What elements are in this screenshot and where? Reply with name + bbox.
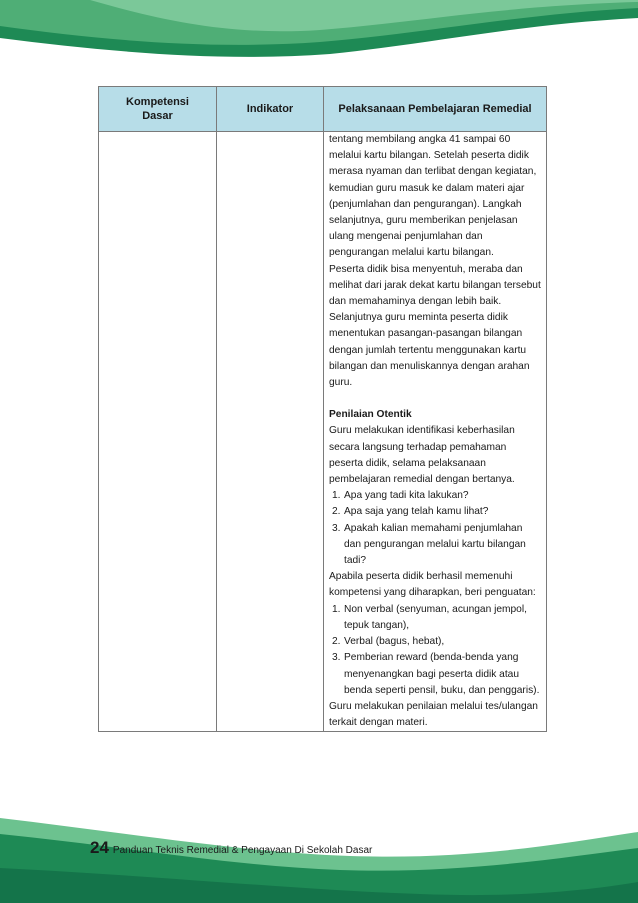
- subheading-penilaian: Penilaian Otentik: [329, 409, 412, 421]
- list-item: 1. Non verbal (senyuman, acungan jempol, tepuk tangan),: [332, 603, 527, 631]
- header-kompetensi-dasar: Kompetensi Dasar: [99, 87, 217, 132]
- table-row: [99, 132, 547, 732]
- remedial-table: [98, 86, 547, 732]
- page-footer: [90, 838, 372, 858]
- cell-indikator: [217, 132, 324, 732]
- header-indikator: Indikator: [217, 87, 324, 132]
- list-item: 3. Apakah kalian memahami penjumlahan dan pengurangan melalui kartu bilangan tadi?: [332, 522, 526, 567]
- paragraph-closing: Guru melakukan penilaian melalui tes/ulangan terkait dengan materi.: [329, 700, 538, 729]
- reinforcement-list: [329, 602, 542, 699]
- paragraph-activity: Peserta didik bisa menyentuh, meraba dan melihat dari jarak dekat kartu bilangan tersebut dan memahaminya dengan lebih baik. Selanjutnya guru meminta peserta didik menentukan pasangan-pasangan bilangan dengan jumlah tertentu menggunakan kartu bilangan dan menuliskannya dengan arahan guru.: [329, 263, 541, 389]
- footer-decoration: [0, 818, 638, 903]
- list-item: 2. Verbal (bagus, hebat),: [332, 636, 445, 648]
- cell-kompetensi-dasar: [99, 132, 217, 732]
- list-item: 3. Pemberian reward (benda-benda yang menyenangkan bagi peserta didik atau benda seperti pensil, buku, dan penggaris).: [332, 652, 540, 696]
- paragraph-assessment: Guru melakukan identifikasi keberhasilan secara langsung terhadap pemahaman peserta didik, selama pelaksanaan pembelajaran remedial dengan bertanya.: [329, 425, 515, 486]
- header-decoration: [0, 0, 638, 60]
- footer-title: Panduan Teknis Remedial & Pengayaan Di Sekolah Dasar: [112, 845, 373, 856]
- list-item: 2. Apa saja yang telah kamu lihat?: [332, 506, 489, 518]
- list-item: 1. Apa yang tadi kita lakukan?: [332, 490, 469, 502]
- paragraph-reinforcement: Apabila peserta didik berhasil memenuhi kompetensi yang diharapkan, beri penguatan:: [329, 571, 536, 599]
- question-list: [329, 488, 542, 569]
- header-pelaksanaan: Pelaksanaan Pembelajaran Remedial: [324, 87, 547, 132]
- table-header-row: [99, 87, 547, 132]
- cell-pelaksanaan: [324, 132, 547, 732]
- page-number: 24: [90, 838, 109, 857]
- paragraph-intro: tentang membilang angka 41 sampai 60 melalui kartu bilangan. Setelah peserta didik merasa nyaman dan terlibat dengan kegiatan, kemudian guru masuk ke dalam materi ajar (penjumlahan dan pengurangan). Langkah selanjutnya, guru memberikan penjelasan ulang mengenai penjumlahan dan pengurangan melalui kartu bilangan.: [329, 134, 537, 259]
